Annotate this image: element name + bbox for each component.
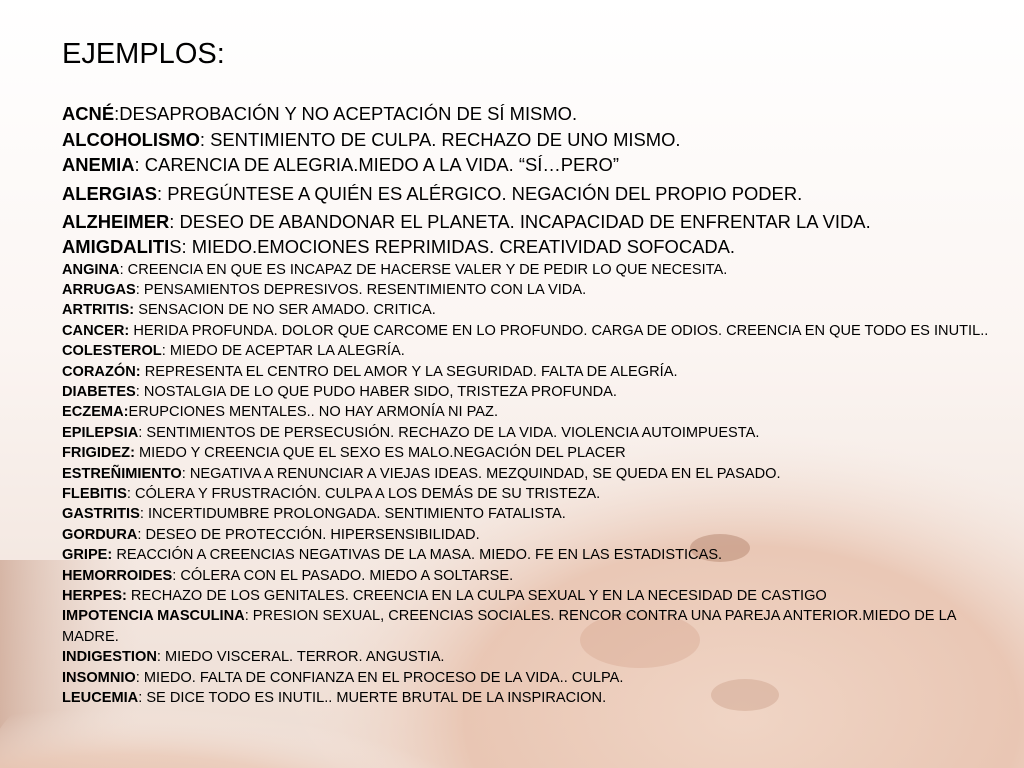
list-item — [62, 101, 1002, 127]
condition-term: ARTRITIS: — [62, 302, 135, 319]
condition-description: REACCIÓN A CREENCIAS NEGATIVAS DE LA MASA. MIEDO. FE EN LAS ESTADISTICAS. — [112, 547, 723, 564]
condition-term: ECZEMA: — [62, 404, 129, 421]
condition-description: : PRESION SEXUAL, CREENCIAS SOCIALES. RENCOR CONTRA UNA PAREJA ANTERIOR.MIEDO DE LA MADRE. — [62, 608, 956, 645]
condition-term: ALZHEIMER — [62, 210, 170, 232]
condition-description: HERIDA PROFUNDA. DOLOR QUE CARCOME EN LO PROFUNDO. CARGA DE ODIOS. CREENCIA EN QUE TODO ES INUTIL.. — [129, 322, 989, 339]
condition-description: MIEDO Y CREENCIA QUE EL SEXO ES MALO.NEGACIÓN DEL PLACER — [134, 445, 626, 462]
condition-term: INSOMNIO — [62, 669, 136, 686]
condition-description: : CÓLERA Y FRUSTRACIÓN. CULPA A LOS DEMÁS DE SU TRISTEZA. — [126, 485, 601, 502]
condition-description: : INCERTIDUMBRE PROLONGADA. SENTIMIENTO FATALISTA. — [139, 506, 566, 523]
slide-title: EJEMPLOS: — [62, 38, 225, 70]
condition-description: : CREENCIA EN QUE ES INCAPAZ DE HACERSE VALER Y DE PEDIR LO QUE NECESITA. — [119, 261, 728, 278]
conditions-list — [62, 101, 1002, 708]
condition-description: SENSACION DE NO SER AMADO. CRITICA. — [134, 302, 436, 319]
list-item — [62, 464, 1002, 484]
condition-term: FLEBITIS — [62, 485, 127, 502]
condition-description: : SENTIMIENTOS DE PERSECUSIÓN. RECHAZO DE LA VIDA. VIOLENCIA AUTOIMPUESTA. — [138, 424, 760, 441]
condition-description: REPRESENTA EL CENTRO DEL AMOR Y LA SEGURIDAD. FALTA DE ALEGRÍA. — [140, 363, 678, 380]
condition-description: : MIEDO VISCERAL. TERROR. ANGUSTIA. — [156, 649, 445, 666]
condition-term: COLESTEROL — [62, 343, 162, 360]
condition-term: GRIPE: — [62, 547, 113, 564]
list-item — [62, 209, 1002, 235]
condition-description: : SENTIMIENTO DE CULPA. RECHAZO DE UNO MISMO. — [199, 128, 681, 150]
condition-term: ACNÉ — [62, 103, 115, 124]
condition-description: : DESEO DE PROTECCIÓN. HIPERSENSIBILIDAD. — [137, 526, 480, 543]
condition-description: :DESAPROBACIÓN Y NO ACEPTACIÓN DE SÍ MISMO. — [114, 103, 578, 124]
condition-term: HERPES: — [62, 588, 127, 604]
list-item — [62, 545, 1002, 565]
condition-description: ERUPCIONES MENTALES.. NO HAY ARMONÍA NI PAZ. — [128, 404, 498, 421]
condition-description: : CARENCIA DE ALEGRIA.MIEDO A LA VIDA. “SÍ…PERO” — [134, 154, 619, 175]
list-item — [62, 688, 1002, 708]
condition-description: : SE DICE TODO ES INUTIL.. MUERTE BRUTAL DE LA INSPIRACION. — [138, 690, 607, 707]
list-item — [62, 152, 1002, 178]
condition-description: : CÓLERA CON EL PASADO. MIEDO A SOLTARSE. — [172, 567, 514, 584]
list-item — [62, 443, 1002, 463]
list-item — [62, 647, 1002, 667]
condition-term: GASTRITIS — [62, 506, 140, 523]
condition-term: EPILEPSIA — [62, 424, 139, 441]
condition-term: ALCOHOLISMO — [62, 128, 200, 150]
list-item — [62, 566, 1002, 586]
list-item — [62, 341, 1002, 361]
condition-term: ALERGIAS — [62, 182, 158, 204]
list-item — [62, 586, 1002, 606]
list-item — [62, 234, 1002, 260]
slide-content — [62, 38, 1002, 708]
list-item — [62, 178, 1002, 209]
condition-description: : MIEDO DE ACEPTAR LA ALEGRÍA. — [161, 343, 405, 360]
condition-term: ANGINA — [62, 261, 120, 278]
condition-term: CANCER: — [62, 322, 130, 339]
condition-term: LEUCEMIA — [62, 690, 139, 707]
list-item — [62, 606, 1002, 647]
condition-description: RECHAZO DE LOS GENITALES. CREENCIA EN LA CULPA SEXUAL Y EN LA NECESIDAD DE CASTIGO — [126, 588, 827, 604]
condition-description: : PREGÚNTESE A QUIÉN ES ALÉRGICO. NEGACIÓN DEL PROPIO PODER. — [157, 182, 803, 204]
condition-description: : MIEDO. FALTA DE CONFIANZA EN EL PROCESO DE LA VIDA.. CULPA. — [135, 669, 624, 686]
condition-description: : DESEO DE ABANDONAR EL PLANETA. INCAPACIDAD DE ENFRENTAR LA VIDA. — [169, 210, 871, 232]
condition-term: ARRUGAS — [62, 281, 136, 298]
condition-term: INDIGESTION — [62, 649, 157, 666]
list-item — [62, 504, 1002, 524]
condition-term: DIABETES — [62, 383, 136, 400]
list-item — [62, 402, 1002, 422]
list-item — [62, 362, 1002, 382]
list-item — [62, 300, 1002, 320]
condition-term: FRIGIDEZ: — [62, 445, 135, 462]
condition-term: GORDURA — [62, 526, 138, 543]
list-item — [62, 668, 1002, 688]
condition-term: ESTREÑIMIENTO — [62, 465, 182, 482]
condition-term: IMPOTENCIA MASCULINA — [62, 608, 245, 625]
condition-description: : NOSTALGIA DE LO QUE PUDO HABER SIDO, TRISTEZA PROFUNDA. — [135, 383, 617, 400]
list-item — [62, 127, 1002, 153]
list-item — [62, 382, 1002, 402]
condition-description: : NEGATIVA A RENUNCIAR A VIEJAS IDEAS. MEZQUINDAD, SE QUEDA EN EL PASADO. — [181, 465, 781, 482]
condition-term: HEMORROIDES — [62, 567, 173, 584]
list-item — [62, 525, 1002, 545]
condition-description: S: MIEDO.EMOCIONES REPRIMIDAS. CREATIVIDAD SOFOCADA. — [169, 236, 736, 257]
list-item — [62, 484, 1002, 504]
list-item — [62, 321, 1002, 341]
condition-description: : PENSAMIENTOS DEPRESIVOS. RESENTIMIENTO CON LA VIDA. — [135, 281, 587, 298]
list-item — [62, 260, 1002, 280]
list-item — [62, 423, 1002, 443]
condition-term: CORAZÓN: — [62, 363, 141, 380]
list-item — [62, 280, 1002, 300]
condition-term: ANEMIA — [62, 154, 135, 175]
condition-term: AMIGDALITI — [62, 236, 170, 257]
